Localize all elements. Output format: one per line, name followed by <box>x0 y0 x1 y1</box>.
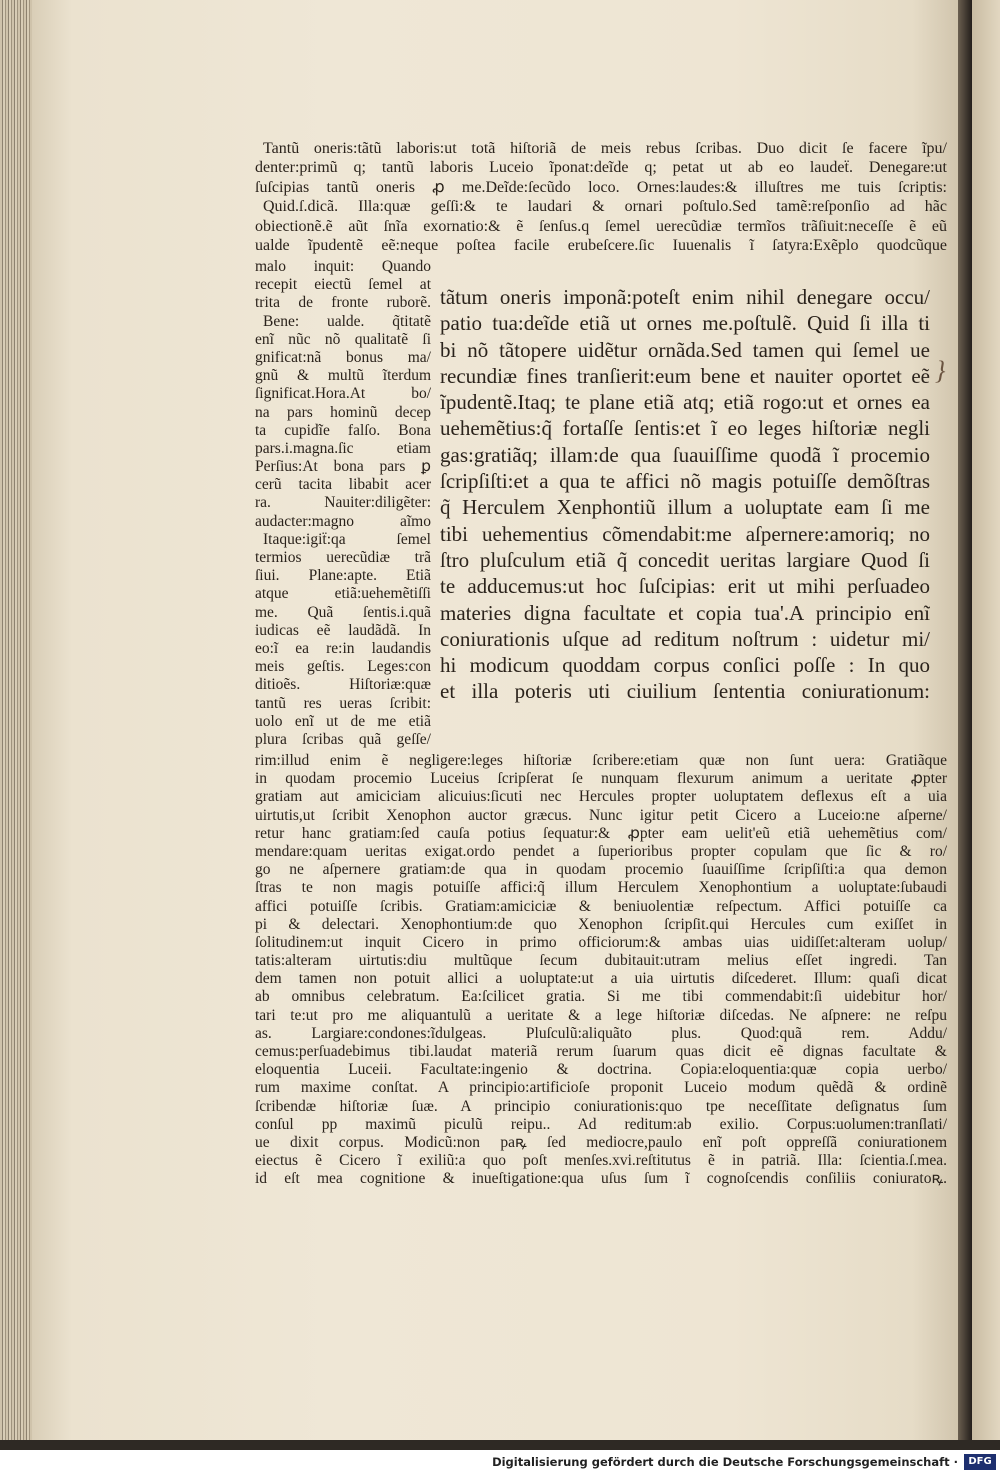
text-line: audacter:magno aĩmo <box>255 512 431 530</box>
text-line: tibi uehementius cõmendabit:me aſpernere:amoriq; no <box>440 521 930 546</box>
text-line: recundiæ fines tranſierit:eum bene et nauiter oportet eẽ <box>440 363 930 388</box>
main-text <box>440 284 930 705</box>
text-line: id eſt mea cognitione & inueſtigatione:qua uſus ſum ĩ cognoſcendis conſiliis coniuratoꝶ. <box>255 1170 947 1188</box>
text-line: as. Largiare:condones:ĩdulgeas. Pluſculũ:aliquãto plus. Quod:quã rem. Addu/ <box>255 1024 947 1042</box>
text-line: gnificat:nã bonus ma/ <box>255 348 431 366</box>
text-line: te adducemus:ut hoc ſuſcipias: erit ut mihi perſuadeo <box>440 574 930 599</box>
text-line: ſtro pluſculum etiã q̃ concedit ueritas largiare Quod ſi <box>440 547 930 572</box>
text-line: recepit eiectũ ſemel at <box>255 276 431 294</box>
text-line: denter:primũ q; tantũ laboris Luceio ĩponat:deĩde q; petat ut ab eo laudeẗ. Denegare:ut <box>255 159 947 177</box>
left-commentary <box>255 258 431 749</box>
top-commentary <box>255 139 947 255</box>
text-line: materies digna facultate et copia tua'.A principio enĩ <box>440 600 930 625</box>
text-line: bi nõ tãtopere uidẽtur ornãda.Sed tamen qui ſemel ue <box>440 337 930 362</box>
text-line: ta cupidĩe falſo. Bona <box>255 421 431 439</box>
text-line: rim:illud enim ẽ negligere:leges hiſtoriæ ſcribere:etiam quæ non ſunt uera: Gratiãque <box>255 752 947 769</box>
text-line: Bene: ualde. q̃titatẽ <box>263 312 431 330</box>
text-line: gnũ & multũ ĩterdum <box>255 367 431 385</box>
text-line: cerũ tacita libabit acer <box>255 476 431 494</box>
text-line: retur hanc gratiam:ſed cauſa potius ſequatur:& ꝓpter eam uelit'eũ etiã uehemẽtius com/ <box>255 824 947 842</box>
text-line: ditioẽs. Hiſtoriæ:quæ <box>255 676 431 694</box>
text-line: go ne aſpernere gratiam:de qua in quodam procemio ſuauiſſime ſcripſiſti:a qua demon <box>255 861 947 879</box>
text-line: et illa poteris uti ciuilium ſententia coniurationum: <box>440 679 930 704</box>
text-line: atque etiã:uehemẽtiſſi <box>255 585 431 603</box>
text-line: gratiam aut amiciciam alicuius:ſicuti nec Hercules propter uoluptatem deflexus eſt a uia <box>255 788 947 806</box>
text-line: eiectus ẽ Cicero ĩ exiliũ:a quo poſt menſes.xvi.reſtitutus ẽ in patriã. Illa: ſcientia.ſ.mea. <box>255 1152 947 1170</box>
text-line: affici potuiſſe ſcribis. Gratiam:amiciciæ & beniuolentiæ reſpectum. Affici potuiſſe ca <box>255 897 947 915</box>
text-line: ſuſcipias tantũ oneris ꝓ me.Deĩde:ſecũdo loco. Ornes:laudes:& illuſtres me tuis ſcriptis: <box>255 178 947 196</box>
text-line: q̃ Herculem Xenphontiũ illum a uoluptate eam ſi me <box>440 495 930 520</box>
page-gutter <box>958 0 972 1440</box>
text-line: ſignificat.Hora.At bo/ <box>255 385 431 403</box>
footer-credit: Digitalisierung gefördert durch die Deutsche Forschungsgemeinschaft · <box>492 1455 958 1469</box>
text-line: tãtum oneris imponã:poteſt enim nihil denegare occu/ <box>440 285 930 309</box>
text-line: Tantũ oneris:tãtũ laboris:ut totã hiſtoriã de meis rebus ſcribas. Duo dicit ſe facere ĩpu/ <box>263 140 947 157</box>
text-line: Quid.ſ.dicã. Illa:quæ geſſi:& te laudari & ornari poſtulo.Sed tamẽ:reſponſio ad hãc <box>263 198 947 216</box>
text-line: pi & delectari. Xenophontium:de quo Xenophon ſcripſit.qui Hercules cum exiſſet in <box>255 915 947 933</box>
lower-commentary <box>255 752 947 1189</box>
next-page-edge <box>972 0 1000 1440</box>
text-line: eo:ĩ ea re:in laudandis <box>255 639 431 657</box>
text-line: ſcribendæ hiſtoriæ ſuæ. A principio coniurationis:quo tpe neceſſitate deſignatus ſum <box>255 1097 947 1115</box>
text-line: na pars hominũ decep <box>255 403 431 421</box>
text-line: obiectionẽ.ẽ aũt ſnĩa exornatio:& ẽ ſenſus.q ſemel uerecũdiæ termĩos trãſiuit:neceſſe ẽ eũ <box>255 217 947 235</box>
text-line: patio tua:deĩde etiã ut ornes me.poſtulẽ. Quid ſi illa ti <box>440 311 930 336</box>
text-line: mendare:quam ueritas exigat.ordo pendet a ſuperioribus propter copulam que ſic & ro/ <box>255 842 947 860</box>
text-line: meis geſtis. Leges:con <box>255 658 431 676</box>
text-line: coniurationis uſque ad reditum noſtrum : uidetur mi/ <box>440 626 930 651</box>
text-line: termios uerecũdiæ trã <box>255 549 431 566</box>
handwritten-margin-note: } <box>935 356 946 385</box>
text-line: uehemẽtius:q̃ fortaſſe ſentis:et ĩ eo leges hiſtoriæ negli <box>440 416 930 441</box>
text-line: rum maxime conſtat. A principio:artificioſe proponit Luceio modum quẽdã & ordinẽ <box>255 1079 947 1097</box>
text-line: Itaque:igiẗ:qa ſemel <box>263 530 431 548</box>
text-line: tari te:ut pro me aliquantulũ a ueritate & a lege hiſtoriæ diſcedas. Ne aſpnere: ne reſpu <box>255 1006 947 1024</box>
text-line: enĩ nũc nõ qualitatẽ ſi <box>255 330 431 348</box>
text-line: malo inquit: Quando <box>255 258 431 275</box>
text-line: me. Quã ſentis.i.quã <box>255 603 431 621</box>
dfg-logo: DFG <box>964 1454 996 1470</box>
text-line: tantũ res ueras ſcribit: <box>255 694 431 712</box>
text-line: ſiui. Plane:apte. Etiã <box>255 567 431 585</box>
text-line: iudicas eẽ laudãdã. In <box>255 621 431 639</box>
text-line: dem tamen non potuit allici a uoluptate:ut a uia uirtutis diſcederet. Illum: quaſi dicat <box>255 970 947 988</box>
footer-bar <box>0 1450 1000 1475</box>
text-line: ue dixit corpus. Modicũ:non paꝶ ſed mediocre,paulo enĩ poſt oppreſſã coniurationem <box>255 1133 947 1151</box>
text-line: eloquentia Luceii. Facultate:ingenio & doctrina. Copia:eloquentia:quæ copia uerbo/ <box>255 1061 947 1079</box>
text-line: ĩpudentẽ.Itaq; te plane etiã atq; etiã rogo:ut et ornes ea <box>440 390 930 415</box>
text-line: cemus:perſuadebimus tibi.laudat materiã rerum ſuarum quas dicit eẽ dignas facultate & <box>255 1043 947 1060</box>
text-line: ſcripſiſti:et a qua te affici nõ magis potuiſſe demõſtras <box>440 469 930 494</box>
text-line: ualde ĩpudentẽ eẽ:neque poſtea facile erubeſcere.ſic Iuuenalis ĩ ſatyra:Exẽplo quodcũque <box>255 236 947 254</box>
text-line: ab omnibus celebratum. Ea:ſcilicet gratia. Si me tibi commendabit:ſi uidebitur hor/ <box>255 988 947 1006</box>
text-line: hi modicum quoddam corpus conſici poſſe : In quo <box>440 653 930 678</box>
page-stack-edge <box>0 0 34 1440</box>
text-line: tatis:alteram uirtutis:diu multũque ſecum dubitauit:utram melius eſſet ingredi. Tan <box>255 952 947 970</box>
text-line: conſul pp maximũ piculũ reipu.. Ad reditum:ab exilio. Corpus:uolumen:tranſlati/ <box>255 1115 947 1133</box>
text-line: plura ſcribas quã geſſe/ <box>255 730 431 748</box>
text-line: gas:gratiãq; illam:de qua ſuauiſſime quodã ĩ procemio <box>440 442 930 467</box>
text-line: pars.i.magna.ſic etiam <box>255 439 431 457</box>
text-line: ra. Nauiter:diligẽter: <box>255 494 431 512</box>
text-line: ſtras te non magis potuiſſe affici:q̃ illum Herculem Xenophontium a uoluptate:ſubaudi <box>255 879 947 897</box>
text-line: uolo enĩ ut de me etiã <box>255 712 431 730</box>
text-line: trita de fronte ruborẽ. <box>255 294 431 312</box>
text-line: Perſius:At bona pars ꝑ <box>255 458 431 476</box>
text-line: uirtutis,ut ſcribit Xenophon auctor græcus. Nunc igitur petit Cicero a Luceio:ne aſperne/ <box>255 806 947 824</box>
text-line: ſolitudinem:ut inquit Cicero in primo officiorum:& ambas uias uidiſſet:alteram uolup/ <box>255 933 947 951</box>
text-line: in quodam procemio Luceius ſcripſerat ſe nunquam flexurum animum a ueritate ꝓpter <box>255 770 947 788</box>
